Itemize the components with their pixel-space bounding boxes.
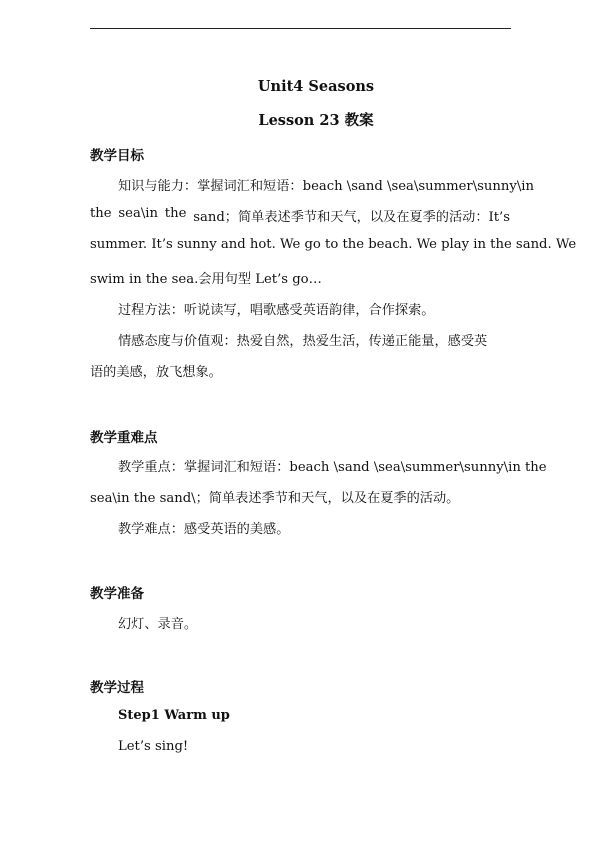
procedure-heading: 教学过程	[90, 680, 144, 696]
preparation-heading: 教学准备	[90, 586, 144, 602]
knowledge-line-4: swim in the sea.会用句型 Let’s go…	[90, 272, 322, 287]
process-method-line: 过程方法：听说读写，唱歌感受英语韵律，合作探索。	[118, 303, 435, 318]
knowledge-line-2-word: the	[90, 206, 112, 221]
document-subtitle: Lesson 23 教案	[258, 112, 374, 129]
header-rule	[90, 28, 511, 29]
difficulty-line: 教学难点：感受英语的美感。	[118, 522, 290, 537]
document-title: Unit4 Seasons	[257, 78, 375, 95]
knowledge-line-2-word: the	[164, 206, 187, 221]
goals-heading: 教学目标	[90, 148, 144, 164]
key-point-line-1: 教学重点：掌握词汇和短语：beach \sand \sea\summer\sunny\in the	[118, 460, 547, 475]
knowledge-line-2-word: sea\in	[118, 206, 158, 221]
preparation-content: 幻灯、录音。	[118, 617, 198, 632]
knowledge-line-2	[90, 206, 510, 225]
step1-heading: Step1 Warm up	[118, 708, 230, 723]
step1-content: Let’s sing!	[118, 739, 189, 754]
knowledge-line-2-word: sand；简单表述季节和天气，以及在夏季的活动：It’s	[193, 210, 510, 225]
emotion-line-2: 语的美感，放飞想象。	[90, 365, 222, 380]
knowledge-line-1: 知识与能力：掌握词汇和短语：beach \sand \sea\summer\sunny\in	[118, 179, 534, 194]
key-point-line-2: sea\in the sand\；简单表述季节和天气，以及在夏季的活动。	[90, 491, 460, 506]
emotion-line-1: 情感态度与价值观：热爱自然，热爱生活，传递正能量，感受英	[118, 334, 488, 349]
key-points-heading: 教学重难点	[90, 430, 158, 446]
knowledge-line-3: summer. It’s sunny and hot. We go to the beach. We play in the sand. We	[90, 237, 577, 252]
